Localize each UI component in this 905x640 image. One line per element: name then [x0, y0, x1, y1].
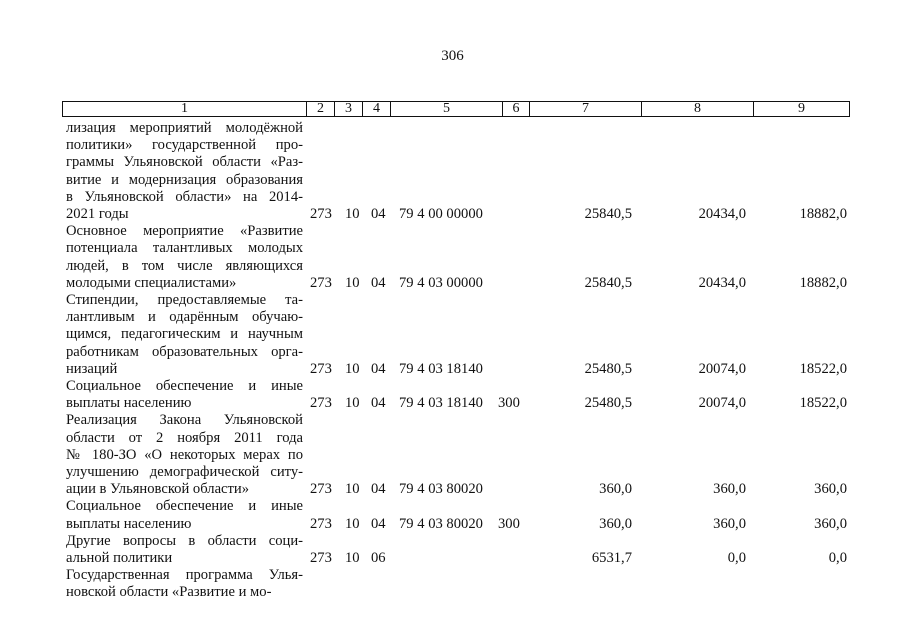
amount-col-7: 360,0	[599, 481, 632, 498]
ministry-code: 273	[310, 481, 332, 498]
amount-col-8: 20074,0	[698, 361, 746, 378]
table-row	[62, 223, 850, 292]
description-line: 2021 годы	[66, 206, 129, 223]
description-line: № 180-ЗО «О некоторых мерах по	[66, 446, 303, 463]
amount-col-9: 360,0	[814, 515, 847, 532]
description-line: низаций	[66, 360, 118, 377]
amount-col-7: 25480,5	[584, 361, 632, 378]
description-line: альной политики	[66, 550, 173, 567]
amount-col-7: 360,0	[599, 515, 632, 532]
ministry-code: 273	[310, 395, 332, 412]
subsection-code: 04	[371, 206, 386, 223]
amount-col-9: 0,0	[828, 550, 847, 567]
table-row	[62, 412, 850, 498]
description-line: Социальное обеспечение и иные	[66, 498, 303, 515]
row-values	[62, 585, 850, 602]
description-line: области от 2 ноября 2011 года	[66, 429, 303, 446]
header-col-4: 4	[362, 102, 390, 116]
description-line: в Ульяновской области» на 2014-	[66, 188, 303, 205]
subsection-code: 04	[371, 515, 386, 532]
target-article-code: 79 4 03 18140	[399, 395, 483, 412]
description-line: Реализация Закона Ульяновской	[66, 412, 303, 429]
section-code: 10	[345, 361, 360, 378]
section-code: 10	[345, 206, 360, 223]
table-body	[62, 120, 850, 602]
target-article-code: 79 4 03 00000	[399, 275, 483, 292]
table-row	[62, 292, 850, 378]
description-line: Социальное обеспечение и иные	[66, 378, 303, 395]
description-line: молодыми специалистами»	[66, 274, 237, 291]
subsection-code: 04	[371, 395, 386, 412]
section-code: 10	[345, 395, 360, 412]
amount-col-9: 360,0	[814, 481, 847, 498]
description-line: выплаты населению	[66, 515, 192, 532]
expense-type-code: 300	[498, 515, 520, 532]
subsection-code: 04	[371, 361, 386, 378]
description-line: Другие вопросы в области соци-	[66, 532, 303, 549]
ministry-code: 273	[310, 275, 332, 292]
row-values	[62, 361, 850, 378]
description-line: Стипендии, предоставляемые та-	[66, 292, 303, 309]
row-values	[62, 206, 850, 223]
description-line: лантливым и одарённым обучаю-	[66, 309, 303, 326]
page-number: 306	[441, 48, 464, 64]
amount-col-9: 18522,0	[799, 361, 847, 378]
description-line: лизация мероприятий молодёжной	[66, 120, 303, 136]
header-col-2: 2	[306, 102, 334, 116]
expense-type-code: 300	[498, 395, 520, 412]
target-article-code: 79 4 03 80020	[399, 481, 483, 498]
amount-col-8: 360,0	[713, 481, 746, 498]
row-values	[62, 395, 850, 412]
ministry-code: 273	[310, 515, 332, 532]
section-code: 10	[345, 515, 360, 532]
subsection-code: 06	[371, 550, 386, 567]
ministry-code: 273	[310, 361, 332, 378]
ministry-code: 273	[310, 550, 332, 567]
description-line: Государственная программа Улья-	[66, 567, 303, 584]
header-col-6: 6	[502, 102, 529, 116]
row-values	[62, 516, 850, 533]
header-col-9: 9	[753, 102, 849, 116]
amount-col-8: 360,0	[713, 515, 746, 532]
amount-col-7: 25840,5	[584, 275, 632, 292]
table-row	[62, 498, 850, 532]
amount-col-8: 20434,0	[698, 206, 746, 223]
amount-col-9: 18882,0	[799, 206, 847, 223]
header-col-7: 7	[529, 102, 641, 116]
description-line: потенциала талантливых молодых	[66, 240, 303, 257]
subsection-code: 04	[371, 275, 386, 292]
description-line: людей, в том числе являющихся	[66, 257, 303, 274]
header-col-8: 8	[641, 102, 753, 116]
table-row	[62, 378, 850, 412]
amount-col-8: 20434,0	[698, 275, 746, 292]
description-line: витие и модернизация образования	[66, 171, 303, 188]
header-col-5: 5	[390, 102, 502, 116]
amount-col-7: 25840,5	[584, 206, 632, 223]
description-line: работникам образовательных орга-	[66, 343, 303, 360]
section-code: 10	[345, 275, 360, 292]
row-values	[62, 275, 850, 292]
target-article-code: 79 4 03 80020	[399, 515, 483, 532]
amount-col-8: 0,0	[727, 550, 746, 567]
row-values	[62, 550, 850, 567]
amount-col-7: 6531,7	[591, 550, 632, 567]
description-line: новской области «Развитие и мо-	[66, 584, 272, 601]
description-line: политики» государственной про-	[66, 137, 303, 154]
amount-col-8: 20074,0	[698, 395, 746, 412]
description-line: щимся, педагогическим и научным	[66, 326, 303, 343]
description-line: Основное мероприятие «Развитие	[66, 223, 303, 240]
subsection-code: 04	[371, 481, 386, 498]
table-row	[62, 567, 850, 601]
table-row	[62, 533, 850, 567]
ministry-code: 273	[310, 206, 332, 223]
table-row	[62, 120, 850, 223]
section-code: 10	[345, 550, 360, 567]
row-values	[62, 481, 850, 498]
target-article-code: 79 4 03 18140	[399, 361, 483, 378]
amount-col-9: 18882,0	[799, 275, 847, 292]
description-line: улучшению демографической ситу-	[66, 464, 303, 481]
description-line: ации в Ульяновской области»	[66, 481, 250, 498]
header-col-3: 3	[334, 102, 362, 116]
section-code: 10	[345, 481, 360, 498]
target-article-code: 79 4 00 00000	[399, 206, 483, 223]
table-header	[62, 101, 850, 117]
header-col-1: 1	[181, 101, 188, 116]
description-line: выплаты населению	[66, 395, 192, 412]
description-line: граммы Ульяновской области «Раз-	[66, 154, 303, 171]
amount-col-9: 18522,0	[799, 395, 847, 412]
amount-col-7: 25480,5	[584, 395, 632, 412]
